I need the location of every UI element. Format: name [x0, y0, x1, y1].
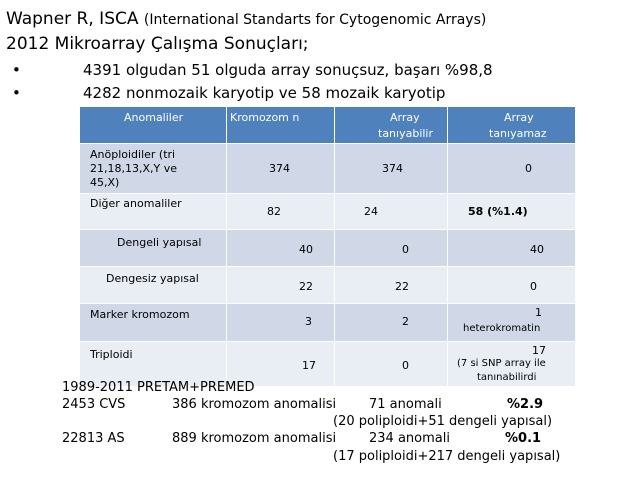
results-table — [80, 107, 575, 386]
row-label: Triploidi — [80, 341, 227, 386]
footer-as-count: 22813 AS — [62, 431, 125, 446]
row-taniyabilir: 0 — [335, 341, 448, 386]
bullet-item-2 — [0, 84, 638, 104]
row-taniyamaz: 0 — [448, 143, 575, 193]
bullet-item-1 — [0, 61, 638, 81]
table-row — [80, 193, 575, 229]
row-label: Anöploidiler (tri 21,18,13,X,Y ve 45,X) — [80, 143, 227, 193]
row-kromozom: 374 — [227, 143, 335, 193]
table-row — [80, 229, 575, 266]
slide-title-line2: 2012 Mikroarray Çalışma Sonuçları; — [6, 34, 309, 54]
row-label: Marker kromozom — [80, 303, 227, 341]
bullet-marker: • — [12, 61, 21, 79]
row-taniyabilir: 22 — [335, 266, 448, 303]
footer-heading: 1989-2011 PRETAM+PREMED — [62, 380, 255, 395]
row-kromozom: 22 — [227, 266, 335, 303]
header-anomaliler: Anomaliler — [80, 107, 227, 143]
title-main: Wapner R, ISCA — [6, 9, 144, 29]
table-row — [80, 266, 575, 303]
bullet-marker: • — [12, 84, 21, 102]
header-array-taniyamaz: Array tanıyamaz — [448, 107, 575, 143]
footer-as-anomaly: 889 kromozom anomalisi — [172, 431, 337, 446]
footer-as-note: (17 poliploidi+217 dengeli yapısal) — [333, 449, 561, 464]
footer-cvs-note: (20 poliploidi+51 dengeli yapısal) — [333, 414, 553, 429]
row-label: Dengesiz yapısal — [80, 266, 227, 303]
slide-title-line1 — [6, 9, 486, 29]
row-kromozom: 3 — [227, 303, 335, 341]
header-array-taniyabilir: Array tanıyabilir — [335, 107, 448, 143]
table-row — [80, 143, 575, 193]
row-label: Dengeli yapısal — [80, 229, 227, 266]
footer-cvs-anomaly: 386 kromozom anomalisi — [172, 397, 337, 412]
footer-cvs-count: 2453 CVS — [62, 397, 126, 412]
bullet-text: 4391 olgudan 51 olguda array sonuçsuz, başarı %98,8 — [83, 61, 493, 79]
table-header-row — [80, 107, 575, 143]
row-taniyamaz: 58 (%1.4) — [448, 193, 575, 229]
title-parenthetical: (International Standarts for Cytogenomic Arrays) — [143, 12, 487, 28]
row-taniyamaz: 1 heterokromatin — [448, 303, 575, 341]
header-kromozom: Kromozom n — [227, 107, 335, 143]
row-kromozom: 82 — [227, 193, 335, 229]
row-taniyabilir: 24 — [335, 193, 448, 229]
row-taniyamaz: 40 — [448, 229, 575, 266]
bullet-text: 4282 nonmozaik karyotip ve 58 mozaik karyotip — [83, 84, 446, 102]
row-taniyabilir: 374 — [335, 143, 448, 193]
footer-cvs-percent: %2.9 — [507, 397, 544, 412]
footer-as-found: 234 anomali — [369, 431, 450, 446]
row-label: Diğer anomaliler — [80, 193, 227, 229]
row-taniyamaz: 17 (7 si SNP array ile tanınabilirdi — [448, 341, 575, 386]
row-taniyabilir: 2 — [335, 303, 448, 341]
footer-as-percent: %0.1 — [505, 431, 542, 446]
table-row — [80, 303, 575, 341]
footer-cvs-found: 71 anomali — [369, 397, 442, 412]
row-taniyamaz: 0 — [448, 266, 575, 303]
row-kromozom: 40 — [227, 229, 335, 266]
row-taniyabilir: 0 — [335, 229, 448, 266]
row-kromozom: 17 — [227, 341, 335, 386]
